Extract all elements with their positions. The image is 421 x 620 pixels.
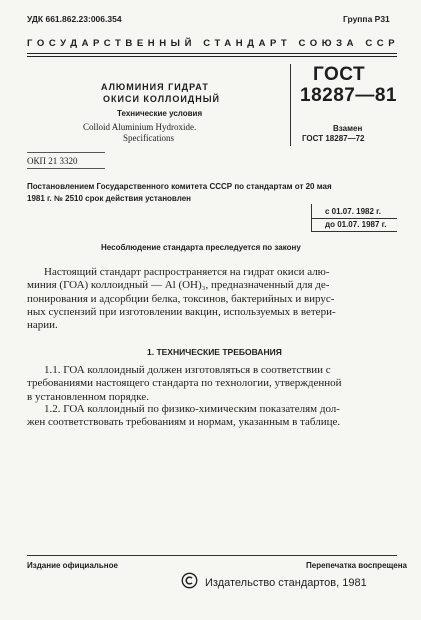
clause-line: жен соответствовать требованиям и нормам, указанным в таблице. xyxy=(27,416,341,429)
reprint-prohibited-label: Перепечатка воспрещена xyxy=(306,561,407,570)
validity-to: до 01.07. 1987 г. xyxy=(325,220,387,229)
footer-rule xyxy=(27,555,397,556)
validity-from: с 01.07. 1982 г. xyxy=(325,207,381,216)
validity-rule-2 xyxy=(311,231,397,232)
section-1-heading: 1. ТЕХНИЧЕСКИЕ ТРЕБОВАНИЯ xyxy=(147,347,282,357)
title-line-1: АЛЮМИНИЯ ГИДРАТ xyxy=(101,82,209,92)
publisher: Издательство стандартов, 1981 xyxy=(205,577,367,589)
decree-line-2: 1981 г. № 2510 срок действия установлен xyxy=(27,194,191,203)
intro-line: нарии. xyxy=(27,319,58,332)
intro-line: ных суспензий при изготовлении вакцин, используемых в ветери- xyxy=(27,305,336,318)
title-line-2: ОКИСИ КОЛЛОИДНЫЙ xyxy=(103,94,220,104)
validity-rule-1 xyxy=(311,218,397,219)
clause-line: в установленном порядке. xyxy=(27,390,149,403)
decree-line-1: Постановлением Государственного комитета СССР по стандартам от 20 мая xyxy=(27,182,332,191)
clause-line: требованиями настоящего стандарта по технологии, утвержденной xyxy=(27,377,342,390)
official-edition-label: Издание официальное xyxy=(27,561,118,570)
intro-line: Настоящий стандарт распространяется на гидрат окиси алю- xyxy=(44,266,330,278)
header-rule-bottom xyxy=(27,56,397,57)
english-title-line-1: Colloid Aluminium Hydroxide. xyxy=(83,122,197,132)
intro-line: миния (ГОА) коллоидный — Al (OH)₃, предназначенный для де- xyxy=(27,279,330,292)
okp-rule-top xyxy=(27,152,105,153)
english-title-line-2: Specifications xyxy=(123,133,174,143)
replaces-reference: ГОСТ 18287—72 xyxy=(302,134,365,143)
title-divider xyxy=(290,64,291,146)
udk-code: УДК 661.862.23:006.354 xyxy=(27,14,122,24)
standard-label: ГОСТ xyxy=(313,64,366,85)
title-subtitle: Технические условия xyxy=(117,109,203,118)
standard-number: 18287—81 xyxy=(300,85,397,106)
okp-code: ОКП 21 3320 xyxy=(27,156,78,166)
intro-line: понирования и адсорбции белка, токсинов, бактерийных и вирус- xyxy=(27,292,335,305)
group-code: Группа Р31 xyxy=(343,14,390,24)
clause-line: 1.2. ГОА коллоидный по физико-химическим показателям дол- xyxy=(44,403,340,415)
legal-warning: Несоблюдение стандарта преследуется по закону xyxy=(101,243,301,252)
clause-1-2 xyxy=(27,403,397,430)
replaces-label: Взамен xyxy=(333,124,363,133)
agency-heading: ГОСУДАРСТВЕННЫЙ СТАНДАРТ СОЮЗА ССР xyxy=(27,38,400,49)
intro-paragraph xyxy=(27,266,397,332)
header-rule-top xyxy=(27,53,397,54)
copyright-icon xyxy=(181,572,198,589)
okp-rule-bottom xyxy=(27,168,105,169)
clause-1-1 xyxy=(27,364,397,404)
clause-line: 1.1. ГОА коллоидный должен изготовляться в соответствии с xyxy=(44,364,331,376)
